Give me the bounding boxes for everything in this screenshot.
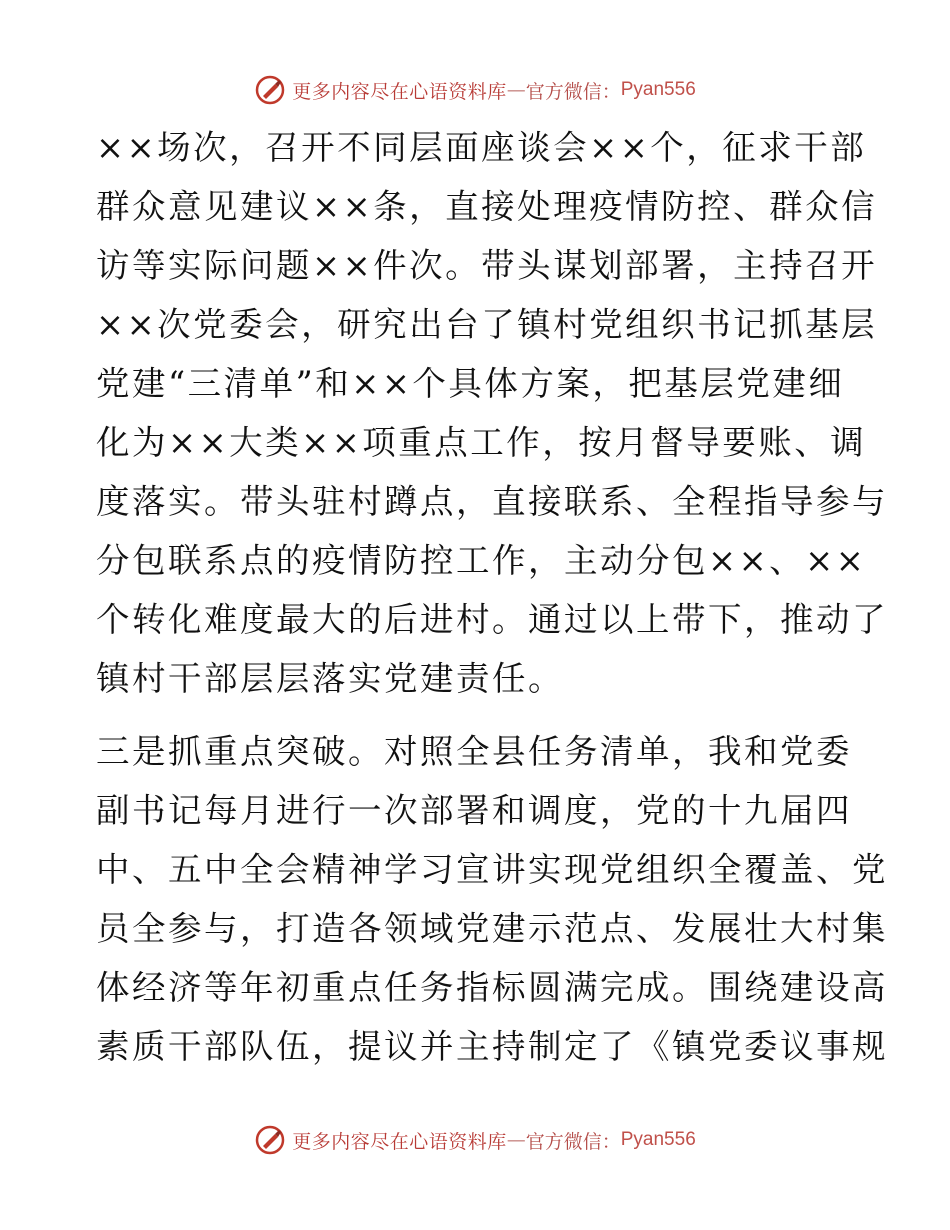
footer-watermark xyxy=(0,1120,950,1160)
text-line: 中、五中全会精神学习宣讲实现党组织全覆盖、党 xyxy=(96,850,888,889)
text-line: 副书记每月进行一次部署和调度，党的十九届四 xyxy=(96,791,852,830)
text-line: 访等实际问题××件次。带头谋划部署，主持召开 xyxy=(96,246,878,285)
text-line: 素质干部队伍，提议并主持制定了《镇党委议事规 xyxy=(96,1027,888,1066)
text-line: 分包联系点的疫情防控工作，主动分包××、×× xyxy=(96,541,867,580)
text-line: 体经济等年初重点任务指标圆满完成。围绕建设高 xyxy=(96,968,888,1007)
text-line: 三是抓重点突破。对照全县任务清单，我和党委 xyxy=(96,732,852,771)
header-watermark xyxy=(0,70,950,110)
text-line: 度落实。带头驻村蹲点，直接联系、全程指导参与 xyxy=(96,482,888,521)
watermark-id: Pyan556 xyxy=(620,79,696,100)
document-body xyxy=(96,118,888,1076)
text-line: 党建“三清单”和××个具体方案，把基层党建细 xyxy=(96,364,845,403)
text-line: 个转化难度最大的后进村。通过以上带下，推动了 xyxy=(96,600,888,639)
text-line: 化为××大类××项重点工作，按月督导要账、调 xyxy=(96,423,867,462)
paragraph-2 xyxy=(96,722,888,1076)
watermark-id: Pyan556 xyxy=(620,1129,696,1150)
watermark-separator: — xyxy=(506,79,526,101)
watermark-separator: — xyxy=(506,1129,526,1151)
paragraph-gap xyxy=(96,708,856,722)
watermark-main-text: 更多内容尽在心语资料库 xyxy=(292,80,507,103)
text-line: 镇村干部层层落实党建责任。 xyxy=(96,659,564,698)
watermark-side-text: 官方微信： xyxy=(525,80,621,103)
text-line: 群众意见建议××条，直接处理疫情防控、群众信 xyxy=(96,187,878,226)
paragraph-1 xyxy=(96,118,888,708)
watermark-side-text: 官方微信： xyxy=(525,1130,621,1153)
watermark-main-text: 更多内容尽在心语资料库 xyxy=(292,1130,507,1153)
logo-icon xyxy=(254,74,286,106)
text-line: ××场次，召开不同层面座谈会××个，征求干部 xyxy=(96,128,867,167)
logo-icon xyxy=(254,1124,286,1156)
text-line: 员全参与，打造各领域党建示范点、发展壮大村集 xyxy=(96,909,888,948)
text-line: ××次党委会，研究出台了镇村党组织书记抓基层 xyxy=(96,305,878,344)
